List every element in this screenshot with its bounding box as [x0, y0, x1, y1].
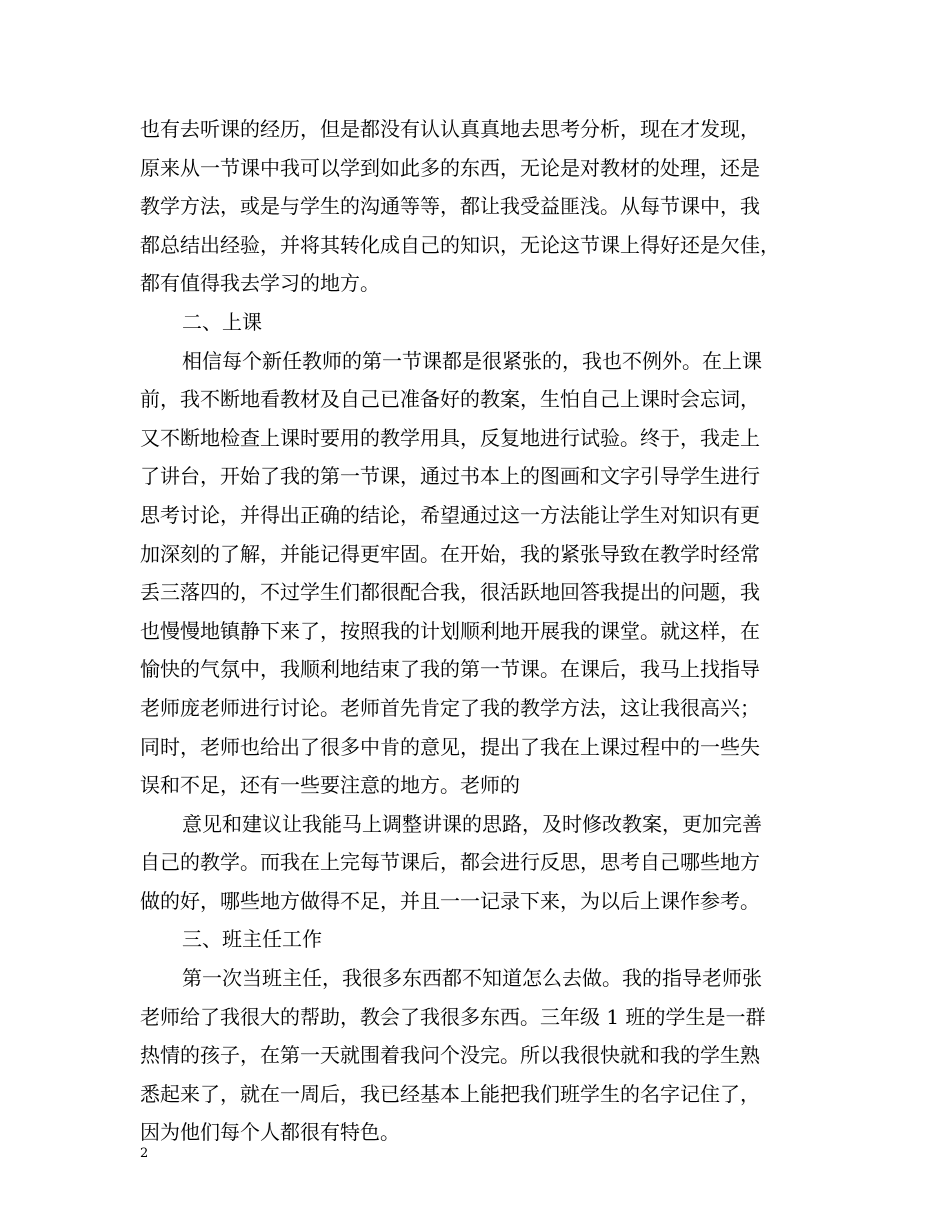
paragraph-line: 了讲台，开始了我的第一节课，通过书本上的图画和文字引导学生进行 [140, 464, 760, 489]
paragraph-line: 前，我不断地看教材及自己已准备好的教案，生怕自己上课时会忘词， [140, 387, 760, 412]
paragraph-line: 热情的孩子，在第一天就围着我问个没完。所以我很快就和我的学生熟 [140, 1043, 760, 1068]
paragraph-line-indented: 相信每个新任教师的第一节课都是很紧张的，我也不例外。在上课 [182, 348, 762, 373]
paragraph-line: 同时，老师也给出了很多中肯的意见，提出了我在上课过程中的一些失 [140, 734, 760, 759]
paragraph-line: 自己的教学。而我在上完每节课后，都会进行反思，思考自己哪些地方 [140, 850, 760, 875]
paragraph-line-indented: 二、上课 [182, 309, 262, 334]
paragraph-line: 误和不足，还有一些要注意的地方。老师的 [140, 773, 520, 798]
paragraph-line: 做的好，哪些地方做得不足，并且一一记录下来，为以后上课作参考。 [140, 888, 760, 913]
paragraph-line: 都总结出经验，并将其转化成自己的知识，无论这节课上得好还是欠佳， [140, 232, 780, 257]
paragraph-line: 教学方法，或是与学生的沟通等等，都让我受益匪浅。从每节课中，我 [140, 194, 760, 219]
page-number: 2 [140, 1146, 149, 1161]
paragraph-line: 老师给了我很大的帮助，教会了我很多东西。三年级 1 班的学生是一群 [140, 1004, 766, 1029]
paragraph-line: 老师庞老师进行讨论。老师首先肯定了我的教学方法，这让我很高兴； [140, 695, 760, 720]
paragraph-line: 悉起来了，就在一周后，我已经基本上能把我们班学生的名字记住了， [140, 1081, 760, 1106]
document-body [140, 110, 820, 1152]
paragraph-line: 加深刻的了解，并能记得更牢固。在开始，我的紧张导致在教学时经常 [140, 541, 760, 566]
paragraph-line: 又不断地检查上课时要用的教学用具，反复地进行试验。终于，我走上 [140, 425, 760, 450]
paragraph-line-indented: 意见和建议让我能马上调整讲课的思路，及时修改教案，更加完善 [182, 811, 762, 836]
paragraph-line: 原来从一节课中我可以学到如此多的东西，无论是对教材的处理，还是 [140, 155, 760, 180]
paragraph-line: 也有去听课的经历，但是都没有认认真真地去思考分析，现在才发现， [140, 117, 760, 141]
paragraph-line: 都有值得我去学习的地方。 [140, 271, 380, 296]
paragraph-line-indented: 第一次当班主任，我很多东西都不知道怎么去做。我的指导老师张 [182, 966, 762, 991]
paragraph-line: 思考讨论，并得出正确的结论，希望通过这一方法能让学生对知识有更 [140, 502, 760, 527]
paragraph-line-indented: 三、班主任工作 [182, 927, 322, 952]
paragraph-line: 因为他们每个人都很有特色。 [140, 1120, 400, 1145]
paragraph-line: 也慢慢地镇静下来了，按照我的计划顺利地开展我的课堂。就这样，在 [140, 618, 760, 643]
paragraph-line: 愉快的气氛中，我顺利地结束了我的第一节课。在课后，我马上找指导 [140, 657, 760, 682]
paragraph-line: 丢三落四的，不过学生们都很配合我，很活跃地回答我提出的问题，我 [140, 580, 760, 605]
